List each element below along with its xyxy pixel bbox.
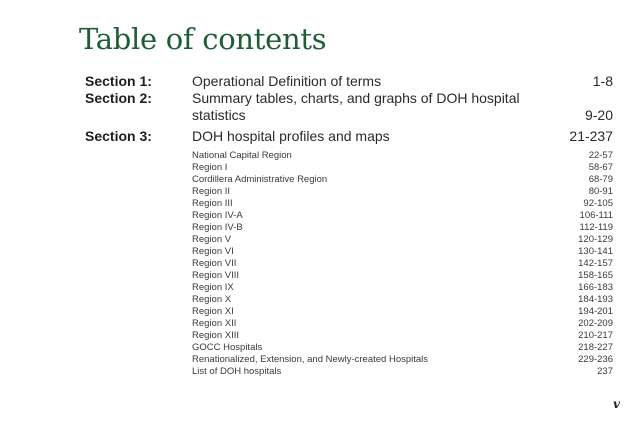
subsection-name: Region VIII xyxy=(192,269,239,281)
subsection-row xyxy=(192,233,613,245)
subsection-row xyxy=(192,353,613,365)
subsection-pages: 210-217 xyxy=(578,329,613,341)
subsection-pages: 80-91 xyxy=(588,185,613,197)
subsection-pages: 194-201 xyxy=(578,305,613,317)
subsection-row xyxy=(192,257,613,269)
subsection-pages: 229-236 xyxy=(578,353,613,365)
section-1-title: Operational Definition of terms xyxy=(192,73,382,89)
section-3-label: Section 3: xyxy=(85,128,152,144)
subsection-row xyxy=(192,245,613,257)
subsection-name: Region I xyxy=(192,161,228,173)
subsection-row xyxy=(192,305,613,317)
subsection-name: Renationalized, Extension, and Newly-created Hospitals xyxy=(192,353,429,365)
subsection-pages: 166-183 xyxy=(578,281,613,293)
section-2-label: Section 2: xyxy=(85,90,152,106)
section-1-pages: 1-8 xyxy=(592,73,613,89)
subsection-row xyxy=(192,269,613,281)
page-title: Table of contents xyxy=(79,22,327,56)
section-2-title-line1: Summary tables, charts, and graphs of DOH hospital xyxy=(192,90,520,106)
subsection-pages: 22-57 xyxy=(588,149,613,161)
subsection-name: Region XIII xyxy=(192,329,239,341)
subsection-name: Region III xyxy=(192,197,233,209)
subsection-row xyxy=(192,149,613,161)
section-2-pages: 9-20 xyxy=(584,107,613,123)
subsection-name: Region XII xyxy=(192,317,237,329)
subsection-pages: 92-105 xyxy=(583,197,613,209)
subsection-name: List of DOH hospitals xyxy=(192,365,282,377)
subsection-name: Region IV-B xyxy=(192,221,243,233)
subsection-row xyxy=(192,197,613,209)
subsection-row xyxy=(192,281,613,293)
subsection-row xyxy=(192,317,613,329)
subsection-pages: 120-129 xyxy=(578,233,613,245)
subsection-pages: 184-193 xyxy=(578,293,613,305)
section-3-pages: 21-237 xyxy=(569,128,613,144)
subsection-name: National Capital Region xyxy=(192,149,292,161)
subsection-pages: 68-79 xyxy=(588,173,613,185)
subsection-row xyxy=(192,209,613,221)
subsection-row xyxy=(192,161,613,173)
subsection-row xyxy=(192,341,613,353)
subsection-pages: 202-209 xyxy=(578,317,613,329)
section-2-title-line2: statistics xyxy=(192,107,246,123)
subsection-pages: 218-227 xyxy=(578,341,613,353)
subsection-row xyxy=(192,293,613,305)
subsection-pages: 158-165 xyxy=(578,269,613,281)
subsection-row xyxy=(192,185,613,197)
section-1-label: Section 1: xyxy=(85,73,152,89)
subsection-row xyxy=(192,329,613,341)
subsection-name: GOCC Hospitals xyxy=(192,341,263,353)
subsection-pages: 106-111 xyxy=(579,209,613,221)
subsection-name: Region VI xyxy=(192,245,234,257)
subsection-row xyxy=(192,365,613,377)
subsection-name: Region IV-A xyxy=(192,209,243,221)
subsection-name: Region V xyxy=(192,233,232,245)
subsection-row xyxy=(192,173,613,185)
subsection-row xyxy=(192,221,613,233)
subsection-name: Region X xyxy=(192,293,232,305)
subsection-pages: 237 xyxy=(597,365,613,377)
page-number: v xyxy=(613,397,620,411)
subsection-name: Region XI xyxy=(192,305,234,317)
subsection-pages: 112-119 xyxy=(579,221,613,233)
subsection-pages: 58-67 xyxy=(588,161,613,173)
subsection-pages: 142-157 xyxy=(578,257,613,269)
subsection-name: Cordillera Administrative Region xyxy=(192,173,328,185)
subsection-name: Region IX xyxy=(192,281,234,293)
subsection-name: Region VII xyxy=(192,257,237,269)
subsection-pages: 130-141 xyxy=(578,245,613,257)
subsection-name: Region II xyxy=(192,185,231,197)
section-3-title: DOH hospital profiles and maps xyxy=(192,128,390,144)
